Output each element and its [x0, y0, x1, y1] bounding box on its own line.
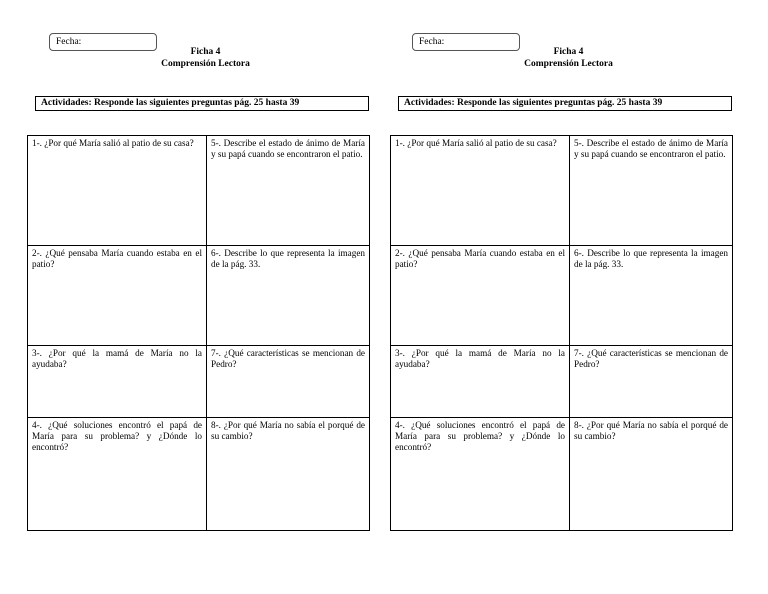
worksheet-heading — [511, 46, 626, 70]
question-cell-8[interactable]: 8-. ¿Por qué María no sabía el porqué de su cambio? — [211, 420, 365, 441]
worksheet-heading — [148, 46, 263, 70]
question-cell-7[interactable]: 7-. ¿Qué características se mencionan de Pedro? — [207, 346, 369, 418]
question-cell-3[interactable]: 3-. ¿Por qué la mamá de María no la ayudaba? — [28, 346, 207, 418]
question-cell-7[interactable]: 7-. ¿Qué características se mencionan de Pedro? — [570, 346, 732, 418]
worksheet-right — [363, 0, 747, 594]
worksheet-subtitle: Comprensión Lectora — [524, 59, 613, 69]
date-field[interactable]: Fecha: — [412, 33, 520, 51]
question-cell-6[interactable]: 6-. Describe lo que representa la imagen de la pág. 33. — [570, 246, 732, 346]
questions-table — [27, 135, 370, 531]
worksheet-subtitle: Comprensión Lectora — [161, 59, 250, 69]
question-cell-4[interactable]: 4-. ¿Qué soluciones encontró el papá de María para su problema? y ¿Dónde lo encontró? — [28, 418, 207, 530]
question-cell-3[interactable]: 3-. ¿Por qué la mamá de María no la ayudaba? — [391, 346, 570, 418]
question-cell-6[interactable]: 6-. Describe lo que representa la imagen de la pág. 33. — [207, 246, 369, 346]
question-cell-1[interactable]: 1-. ¿Por qué María salió al patio de su casa? — [28, 136, 207, 246]
question-cell-1[interactable]: 1-. ¿Por qué María salió al patio de su casa? — [391, 136, 570, 246]
question-cell-8[interactable]: 8-. ¿Por qué María no sabía el porqué de su cambio? — [574, 420, 728, 441]
question-cell-2[interactable]: 2-. ¿Qué pensaba María cuando estaba en el patio? — [391, 246, 570, 346]
question-cell-5[interactable]: 5-. Describe el estado de ánimo de María y su papá cuando se encontraron el patio. — [207, 136, 369, 246]
worksheet-title: Ficha 4 — [553, 47, 584, 57]
date-field[interactable]: Fecha: — [49, 33, 157, 51]
question-cell-2[interactable]: 2-. ¿Qué pensaba María cuando estaba en el patio? — [28, 246, 207, 346]
question-cell-5[interactable]: 5-. Describe el estado de ánimo de María y su papá cuando se encontraron el patio. — [570, 136, 732, 246]
questions-table — [390, 135, 733, 531]
activities-instructions: Actividades: Responde las siguientes preguntas pág. 25 hasta 39 — [35, 96, 369, 111]
question-cell-4[interactable]: 4-. ¿Qué soluciones encontró el papá de María para su problema? y ¿Dónde lo encontró? — [391, 418, 570, 530]
activities-instructions: Actividades: Responde las siguientes preguntas pág. 25 hasta 39 — [398, 96, 732, 111]
worksheet-title: Ficha 4 — [190, 47, 221, 57]
